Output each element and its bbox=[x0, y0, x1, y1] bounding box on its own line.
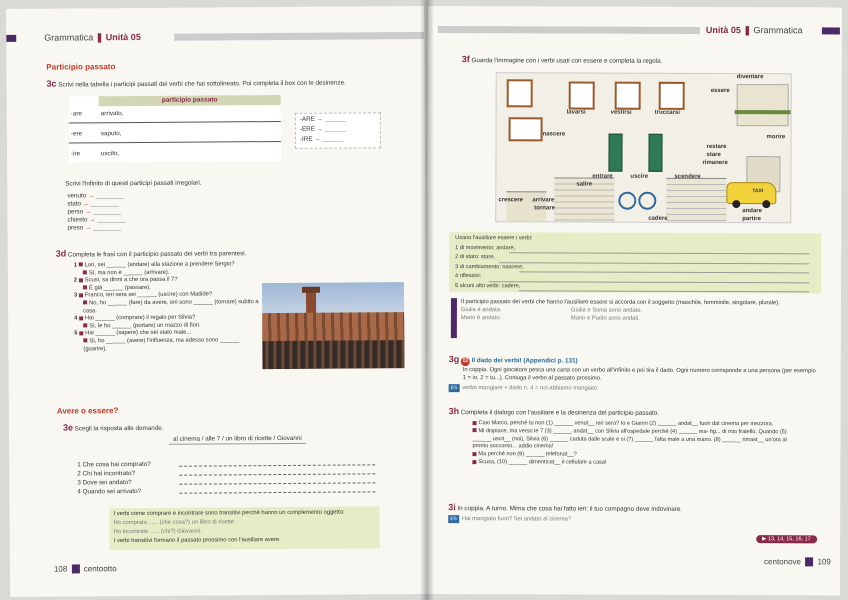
dialogue-line: Hai ______ (comprare) il regalo per Silvia? bbox=[85, 314, 196, 322]
essere-rule-box bbox=[449, 232, 821, 293]
label-entrare: entrare bbox=[592, 173, 613, 180]
rule-line: 4 riflessivi: bbox=[455, 273, 482, 280]
exercise-3i bbox=[448, 502, 828, 524]
rule-line: 3 di cambiamento: nascere, bbox=[455, 263, 524, 270]
header-unit: Unità 05 bbox=[105, 31, 141, 43]
right-page bbox=[426, 6, 842, 595]
dialogue-line: Scusi, sa dirmi a che ora passa il 7? bbox=[84, 276, 178, 284]
dialogue-line: Sì, le ho ______ (portare) un mazzo di fiori. bbox=[89, 322, 201, 330]
label-arrivare: arrivare bbox=[532, 197, 555, 204]
rule-line: 5 alcuni altri verbi: cadere, bbox=[455, 282, 521, 289]
label-andare: andare bbox=[742, 208, 762, 215]
header-section: Grammatica bbox=[753, 25, 803, 36]
dice-icon: ⚄ bbox=[461, 357, 470, 366]
endings-box: -ARE → ______ -ERE → ______ -IRE → ______ bbox=[295, 112, 381, 149]
label-tornare: tornare bbox=[534, 205, 555, 212]
rule-line: Ho incontrato ...... (chi?) Giovanni. bbox=[113, 528, 202, 536]
dialogue-line: Franco, ieri sera sei ______ (uscire) con Matilde? bbox=[84, 291, 213, 299]
irregular-item: chiesto bbox=[67, 216, 88, 224]
row-suffix-ire: -ire bbox=[70, 150, 81, 158]
label-taxi: TAXI bbox=[752, 188, 764, 195]
row-suffix-are: -are bbox=[70, 110, 82, 118]
irregular-item: preso bbox=[67, 224, 84, 232]
label-scendere: scendere bbox=[674, 173, 701, 180]
exercise-instruction: Scegli la risposta alle domande. bbox=[74, 424, 164, 433]
right-page-number: centonove 109 bbox=[764, 557, 831, 567]
exercise-number: 3g bbox=[448, 354, 460, 365]
rule-heading: Usano l'ausiliare essere i verbi: bbox=[455, 235, 533, 242]
dialogue-line: Mi dispiace, ma verso le 7 (3) ______ andat__ con Silvia all'ospedale perché (4) ______ ma- fig... di mio fratello. Quando (5) ______ uscit__ (noi), Silvia (6) ______ caduta dalle scale e si (7) ______ fatta male a una mano. (8) ______ rimast__ un'ora al pronto soccorso... addio cinema! bbox=[472, 427, 787, 450]
left-page bbox=[6, 6, 428, 597]
ending-are: -ARE bbox=[299, 115, 315, 123]
label-rimanere: rimanere bbox=[702, 159, 728, 167]
exercise-number: 3d bbox=[55, 248, 67, 259]
dialogue-list: 1 Lori, sei ______ (andare) alla stazione a prendere Sergio? Sì, ma non è ______ (arrivare). 2 Scusi, sa dirmi a che ora passa il 7? È già ______ (passare). 3 Franco, ieri sera sei ______ (uscire) con Matilde? No, ho ______ (fare) da avere, ieri sono ______ (tornare) subito a casa. 4 Hai ______ (comprare) il regalo per Silvia? Sì, le ho ______ (portare) un mazzo di fiori. 5 Hai ______ (sapere) che sei stato male... Sì, ho ______ (avere) l'influenza, ma adesso sono ______ (guarire). bbox=[73, 261, 259, 352]
exercise-3e bbox=[63, 420, 363, 433]
left-header: Grammatica ❚ Unità 05 bbox=[44, 31, 141, 43]
participle-table bbox=[69, 95, 281, 162]
question-item: 3 Dove sei andato? bbox=[77, 479, 132, 487]
dialogue-line: Sì, ho ______ (avere) l'influenza, ma adesso sono ______ (guarire). bbox=[83, 337, 240, 352]
exercise-number: 3f bbox=[461, 54, 470, 65]
transitive-rule-box bbox=[109, 506, 379, 550]
irregular-item: perso bbox=[67, 208, 84, 216]
dialogue-line: Ma perché non (9) ______ telefonat__? bbox=[478, 451, 577, 458]
example-text: Hai mangiato fuori? Sei andato al cinema? bbox=[461, 516, 572, 523]
question-item: 2 Chi hai incontrato? bbox=[77, 470, 136, 478]
label-essere: essere bbox=[710, 87, 730, 95]
agreement-note: Il participio passato dei verbi che hanno l'ausiliare essere si accorda con il soggetto (maschile, femminile, singolare, plurale). Giulia è andata. Giulia e Sonia sono andate. Mario è andato. Mario e Paolo sono andati. bbox=[461, 298, 821, 323]
exercise-3d bbox=[56, 246, 416, 260]
label-salire: salire bbox=[576, 181, 593, 188]
row-suffix-ere: -ere bbox=[70, 130, 83, 138]
bologna-photo bbox=[262, 282, 405, 369]
exercise-3g bbox=[449, 354, 829, 393]
question-item: 1 Che cosa hai comprato? bbox=[77, 460, 151, 469]
table-header: participio passato bbox=[99, 95, 281, 106]
dialogue-line: Lori, sei ______ (andare) alla stazione a prendere Sergio? bbox=[84, 261, 235, 269]
section-title-avere-essere: Avere o essere? bbox=[56, 406, 119, 416]
label-morire: morire bbox=[766, 134, 786, 141]
answer-choices: al cinema / alle 7 / un libro di ricette / Giovanni bbox=[169, 435, 306, 445]
rule-line: Ho comprato ...... (che cosa?) un libro di ricette. bbox=[113, 519, 236, 527]
label-lavarsi: lavarsi bbox=[566, 109, 586, 116]
header-rule bbox=[438, 26, 700, 34]
example-icon: ES bbox=[448, 515, 459, 523]
row-example-are: arrivato, bbox=[100, 110, 124, 118]
audio-tracks-badge: ▶ 13, 14, 15, 16, 17 bbox=[756, 535, 817, 543]
irregular-item: venuto bbox=[67, 192, 87, 200]
exercise-title: Il dado dei verbi! (Appendici p. 131) bbox=[471, 357, 578, 365]
exercise-instruction: Guarda l'immagine con i verbi usati con essere e completa la regola. bbox=[471, 57, 663, 65]
label-nascere: nascere bbox=[542, 131, 566, 138]
question-item: 4 Quando sei arrivato? bbox=[77, 487, 142, 496]
dialogue-line: Hai ______ (sapere) che sei stato male... bbox=[85, 329, 192, 337]
label-restare: restare bbox=[706, 143, 727, 151]
exercise-3h bbox=[448, 406, 828, 468]
rule-line: 2 di stato: stare, bbox=[455, 254, 495, 261]
row-example-ere: saputo, bbox=[100, 130, 122, 138]
exercise-instruction: Completa le frasi con il participio passato dei verbi tra parentesi. bbox=[67, 250, 247, 259]
ending-ire: -IRE bbox=[299, 135, 313, 143]
exercise-instruction: Completa il dialogo con l'ausiliare e la desinenza del participio passato. bbox=[460, 409, 660, 417]
dialogue-line: È già ______ (passare). bbox=[88, 284, 151, 292]
label-crescere: crescere bbox=[498, 197, 524, 204]
rule-line: 1 di movimento: andare, bbox=[455, 244, 516, 251]
exercise-instruction: In coppia. A turno. Mima che cosa hai fatto ieri: il tuo compagno deve indovinare. bbox=[457, 505, 683, 513]
exercise-instruction: In coppia. Ogni giocatore pesca una carta con un verbo all'infinito e poi tira il dado. Ogni numero corrisponde a una persona (per esempio 1 = io, 2 = tu...). Coniuga il verbo al passato prossimo. bbox=[462, 367, 816, 382]
exercise-3c bbox=[46, 76, 406, 90]
exercise-number: 3i bbox=[448, 502, 456, 513]
label-partire: partire bbox=[742, 216, 761, 223]
header-unit: Unità 05 bbox=[705, 24, 741, 36]
exercise-number: 3c bbox=[46, 78, 57, 89]
note-marker bbox=[451, 298, 457, 338]
exercise-3f bbox=[462, 54, 822, 66]
example-text: verbo mangiare + dado n. 4 = noi abbiamo mangiato bbox=[462, 385, 598, 392]
label-diventare: diventare bbox=[736, 74, 764, 81]
irregular-instruction: Scrivi l'infinito di questi participi passati irregolari. bbox=[65, 179, 202, 188]
label-truccarsi: truccarsi bbox=[654, 109, 680, 116]
exercise-number: 3e bbox=[62, 422, 73, 433]
essere-verbs-illustration bbox=[495, 72, 792, 223]
dialogue-line: Scusa, (10) ______ dimenticat__ il cellulare a casa! bbox=[478, 459, 607, 466]
header-rule bbox=[174, 32, 424, 41]
dialogue-line: Ciao Marco, perché tu non (1) ______ venut__ ieri sera? Io e Gianni (2) ______ andat__ fuori dal cinema per mezzora. bbox=[478, 420, 774, 428]
header-section: Grammatica bbox=[44, 32, 94, 43]
book-spine bbox=[420, 0, 434, 600]
dialogue-line: Sì, ma non è ______ (arrivare). bbox=[88, 269, 170, 276]
rule-line: I verbi transitivi formano il passato prossimo con l'ausiliare avere. bbox=[113, 537, 281, 545]
label-vestirsi: vestirsi bbox=[610, 109, 632, 116]
irregular-list: venuto → ________ stato → ________ perso → ________ chiesto → ________ preso → ________ bbox=[67, 192, 126, 232]
irregular-item: stato bbox=[67, 200, 82, 208]
note-text: Il participio passato dei verbi che hanno l'ausiliare essere si accorda con il soggetto (maschile, femminile, singolare, plurale). bbox=[460, 299, 780, 307]
section-title-participio: Participio passato bbox=[46, 62, 116, 72]
example-icon: ES bbox=[449, 384, 460, 392]
exercise-number: 3h bbox=[448, 406, 460, 417]
dialogue-line: No, ho ______ (fare) da avere, ieri sono ______ (tornare) subito a casa. bbox=[83, 299, 259, 314]
row-example-ire: uscito, bbox=[100, 150, 120, 158]
label-cadere: cadere bbox=[648, 215, 668, 222]
exercise-instruction: Scrivi nella tabella i participi passati dei verbi che hai sottolineato. Poi completa il box con le desinenze. bbox=[58, 79, 346, 89]
header-mark bbox=[6, 35, 16, 42]
rule-line: I verbi come comprare e incontrare sono transitivi perché hanno un complemento oggetto: bbox=[113, 509, 345, 518]
header-mark bbox=[822, 27, 840, 34]
right-header: Unità 05 ❚ Grammatica bbox=[705, 24, 803, 36]
label-stare: stare bbox=[706, 151, 721, 159]
label-uscire: uscire bbox=[630, 173, 649, 180]
ending-ere: -ERE bbox=[299, 125, 315, 133]
left-page-number: 108 centootto bbox=[53, 564, 117, 574]
